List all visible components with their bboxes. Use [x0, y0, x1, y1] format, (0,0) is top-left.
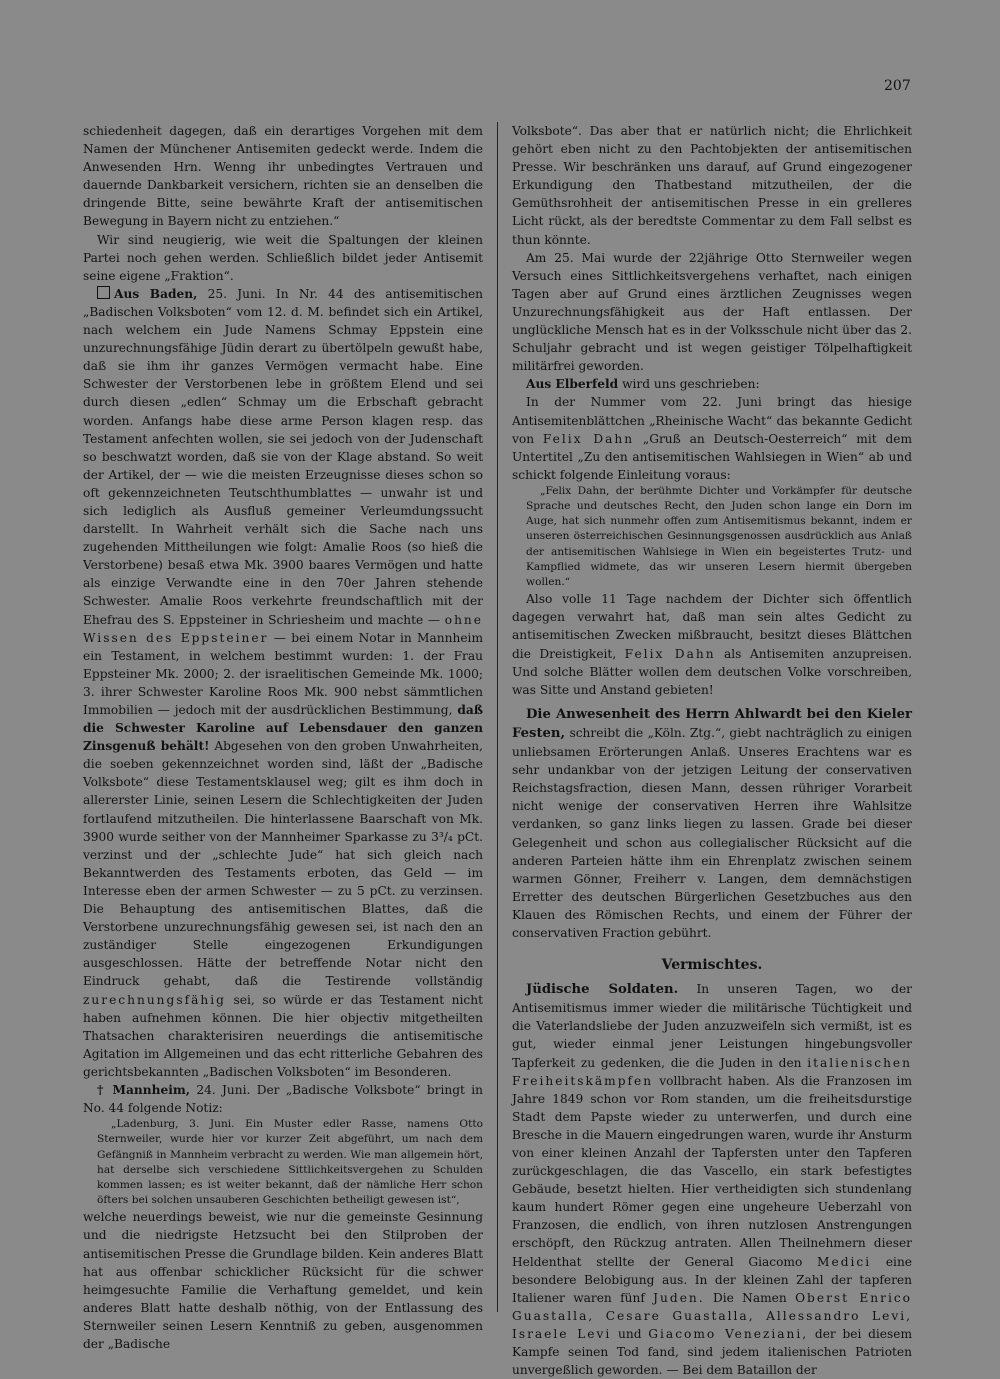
paragraph: Am 25. Mai wurde der 22jährige Otto Sternweiler wegen Versuch eines Sittlichkeitsvergehens verhaftet, nach einigen Tagen aber auf Grund eines ärztlichen Zeugnisses wegen Unzurechnungsfähigkeit aus der Haft entlassen. Der unglückliche Mensch hat es in der Volksschule nicht über das 2. Schuljahr gebracht und ist wegen geistiger Tölpelhaftigkeit militärfrei geworden. [512, 250, 912, 374]
paragraph: Also volle 11 Tage nachdem der Dichter sich öffentlich dagegen verwahrt hat, daß man sein altes Gedicht zu antisemitischen Zwecken mißbraucht, besitzt dieses Blättchen die Dreistigkeit, Felix Dahn als Antisemiten anzupreisen. Und solche Blätter wollen dem deutschen Volke vorschreiben, was Sitte und Anstand gebieten! [512, 592, 913, 697]
article-heading: Aus Elberfeld [526, 377, 619, 392]
article-ahlwardt: Die Anwesenheit des Herrn Ahlwardt bei den Kieler Festen, schreibt die „Köln. Ztg.“, giebt nachträglich zu einigen unliebsamen Erörterungen Anlaß. Unseres Erachtens war es sehr undankbar von der jetzigen Leitung der conservativen Reichstagsfraction, diesen Mann, dessen rühriger Vorarbeit nicht wenige der conservativen Herren ihre Wahlsitze verdanken, so ganz links liegen zu lassen. Grade bei dieser Gelegenheit und schon aus collegialischer Rücksicht auf die anderen Parteien hätte ihm ein Ehrenplatz zwischen seinem warmen Gönner, Freiherr v. Langen, dem demnächstigen Erretter des deutschen Bürgerlichen Gesetzbuches aus den Klauen des Römischen Rechts, und einem der Führer der conservativen Fraction gebührt. [512, 706, 913, 940]
article-mannheim: † Mannheim, 24. Juni. Der „Badische Volksbote“ bringt in No. 44 folgende Notiz: [83, 1082, 484, 1116]
paragraph: Volksbote“. Das aber that er natürlich nicht; die Ehrlichkeit gehört eben nicht zu den Pachtobjekten der antisemitischen Presse. Wir beschränken uns darauf, auf Grund eingezogener Erkundigung den Thatbestand mitzutheilen, der die Gemüthsrohheit der antisemitischen Presse in ein grelleres Licht rückt, als der beredtste Commentar zu dem Fall selbst es thun könnte. [512, 124, 912, 247]
left-column [83, 122, 483, 1353]
article-baden: Aus Baden, 25. Juni. In Nr. 44 des antisemitischen „Badischen Volksboten“ vom 12. d. M. befindet sich ein Artikel, nach welchem ein Jude Namens Schmay Eppstein eine unzurechnungsfähige Jüdin derart zu übertölpeln gewußt habe, daß sie ihm ihr ganzes Vermögen vermacht habe. Eine Schwester der Verstorbenen lebe in größtem Elend und sei durch diesen „edlen“ Schmay um die Erbschaft gebracht worden. Anfangs habe diese arme Person klagen resp. das Testament anfechten wollen, sie sei jedoch von der Judenschaft so beschwatzt worden, daß sie von der Klage abstand. So weit der Artikel, der — wie die meisten Erzeugnisse dieses schon so oft gekennzeichneten Teutschthumblattes — unwahr ist und sich lediglich als Ausfluß gemeiner Verleumdungssucht darstellt. In Wahrheit verhält sich die Sache nach uns zugehenden Mittheilungen wie folgt: Amalie Roos (so hieß die Verstorbene) besaß etwa Mk. 3900 baares Vermögen und hatte als einzige Verwandte eine in den 70er Jahren stehende Schwester. Amalie Roos verkehrte freundschaftlich mit der Ehefrau des S. Eppsteiner in Schriesheim und machte — ohne Wissen des Eppsteiner — bei einem Notar in Mannheim ein Testament, in welchem bestimmt wurden: 1. der Frau Eppsteiner Mk. 2000; 2. der israelitischen Gemeinde Mk. 1000; 3. ihrer Schwester Karoline Roos Mk. 900 nebst sämmtlichen Immobilien — jedoch mit der ausdrücklichen Bestimmung, daß die Schwester Karoline auf Lebensdauer den ganzen Zinsgenuß behält! Abgesehen von den groben Unwahrheiten, die soeben gekennzeichnet worden sind, läßt der „Badische Volksbote“ diese Testamentsklausel weg; gilt es ihm doch in allererster Linie, seinen Lesern die Schlechtigkeiten der Juden fortlaufend mitzutheilen. Die hinterlassene Baarschaft von Mk. 3900 wurde seither von der Mannheimer Sparkasse zu 3³/₄ pCt. verzinst und der „schlechte Jude“ hat sich gleich nach Bekanntwerden des Testaments erboten, das Geld — im Interesse eben der armen Schwester — zu 5 pCt. zu verzinsen. Die Behauptung des antisemitischen Blattes, daß die Verstorbene unzurechnungsfähig gewesen sei, ist nach den an zuständiger Stelle eingezogenen Erkundigungen ausgeschlossen. Hätte der betreffende Notar nicht den Eindruck gehabt, daß die Testirende vollständig zurechnungsfähig sei, so würde er das Testament nicht haben aufnehmen können. Die hier objectiv mitgetheilten Thatsachen charakterisiren neuerdings die antisemitische Agitation im Allgemeinen und das echt ritterliche Gebahren des gerichtsbekannten „Badischen Volksboten“ im Besonderen. [83, 286, 484, 1079]
quote: „Felix Dahn, der berühmte Dichter und Vorkämpfer für deutsche Sprache und deutsches Recht, den Juden schon lange ein Dorn im Auge, hat sich nunmehr offen zum Antisemitismus bekannt, indem er unseren österreichischen Gesinnungsgenossen ausdrücklich aus Anlaß der antisemitischen Wahlsiege in Wien ein begeistertes Trutz- und Kampflied widmete, das wir unseren Lesern hiermit übergeben wollen.“ [526, 484, 912, 589]
article-heading: † Mannheim, [97, 1082, 190, 1097]
paragraph: schiedenheit dagegen, daß ein derartiges Vorgehen mit dem Namen der Münchener Antisemiten gedeckt werde. Indem die Anwesenden Hrn. Wenng ihr unbedingtes Vertrauen und dauernde Dankbarkeit versichern, richten sie an denselben die dringende Bitte, seine bewährte Kraft der antisemitischen Bewegung in Bayern nicht zu entziehen.“ [83, 124, 483, 229]
paragraph: Wir sind neugierig, wie weit die Spaltungen der kleinen Partei noch gehen werden. Schließlich bildet jeder Antisemit seine eigene „Fraktion“. [83, 232, 483, 283]
article-heading: Jüdische Soldaten. [526, 982, 679, 998]
article-soldaten: Jüdische Soldaten. In unseren Tagen, wo der Antisemitismus immer wieder die militärische Tüchtigkeit und die Vaterlandsliebe der Juden anzuzweifeln sich vermißt, ist es gut, wieder einmal jener Leistungen hingebungsvoller Tapferkeit zu gedenken, die die Juden in den italienischen Freiheitskämpfen vollbracht haben. Als die Franzosen im Jahre 1849 schon vor Rom standen, um die freiheitsdurstige Stadt dem Papste wieder zu unterwerfen, und durch eine Bresche in die Mauern eingedrungen waren, wurde ihr Ansturm von einer kleinen Anzahl der Tapfersten unter den Tapferen zurückgeschlagen, die das Vascello, ein stark befestigtes Gebäude, besetzt hielten. Hier vertheidigten sich stundenlang kaum hundert Römer gegen eine ungeheure Ueberzahl von Franzosen, die endlich, von ihren nutzlosen Anstrengungen erschöpft, den Rückzug antraten. Allen Theilnehmern dieser Heldenthat stellte der General Giacomo Medici eine besondere Belobigung aus. In der kleinen Zahl der tapferen Italiener waren fünf Juden. Die Namen Oberst Enrico Guastalla, Cesare Guastalla, Allessandro Levi, Israele Levi und Giacomo Veneziani, der bei diesem Kampfe seinen Tod fand, sind jedem italienischen Patrioten unvergeßlich geworden. — Bei dem Bataillon der [512, 982, 913, 1378]
article-heading: Aus Baden, [114, 286, 198, 301]
right-column [512, 122, 912, 1379]
paragraph: In der Nummer vom 22. Juni bringt das hiesige Antisemitenblättchen „Rheinische Wacht“ das bekannte Gedicht von Felix Dahn „Gruß an Deutsch-Oesterreich“ mit dem Untertitel „Zu den antisemitischen Wahlsiegen in Wien“ ab und schickt folgende Einleitung voraus: [512, 395, 913, 482]
page-number: 207 [884, 78, 911, 94]
article-elberfeld: Aus Elberfeld wird uns geschrieben: [526, 377, 760, 392]
paragraph: welche neuerdings beweist, wie nur die gemeinste Gesinnung und die niedrigste Hetzsucht bei den Stilproben der antisemitischen Presse die Grundlage bilden. Kein anderes Blatt hat aus offenbar schicklicher Rücksicht für die schwer heimgesuchte Familie die Verhaftung gemeldet, und kein anderes Blatt hatte deshalb nöthig, von der Entlassung des Sternweiler seinen Lesern Kenntniß zu geben, ausgenommen der „Badische [83, 1210, 483, 1352]
quote: „Ladenburg, 3. Juni. Ein Muster edler Rasse, namens Otto Sternweiler, wurde hier vor kurzer Zeit abgeführt, um nach dem Gefängniß in Mannheim verbracht zu werden. Wie man allgemein hört, hat derselbe sich verschiedene Sittlichkeitsvergehen zu Schulden kommen lassen; es ist weiter bekannt, daß der nämliche Herr schon öfters bei solchen unsauberen Geschichten betheiligt gewesen ist“, [97, 1118, 483, 1207]
article-heading: Die Anwesenheit des Herrn Ahlwardt bei den Kieler Festen, [512, 706, 912, 741]
section-heading: Vermischtes. [661, 957, 763, 974]
box-icon [97, 286, 110, 299]
column-divider [497, 122, 498, 1312]
